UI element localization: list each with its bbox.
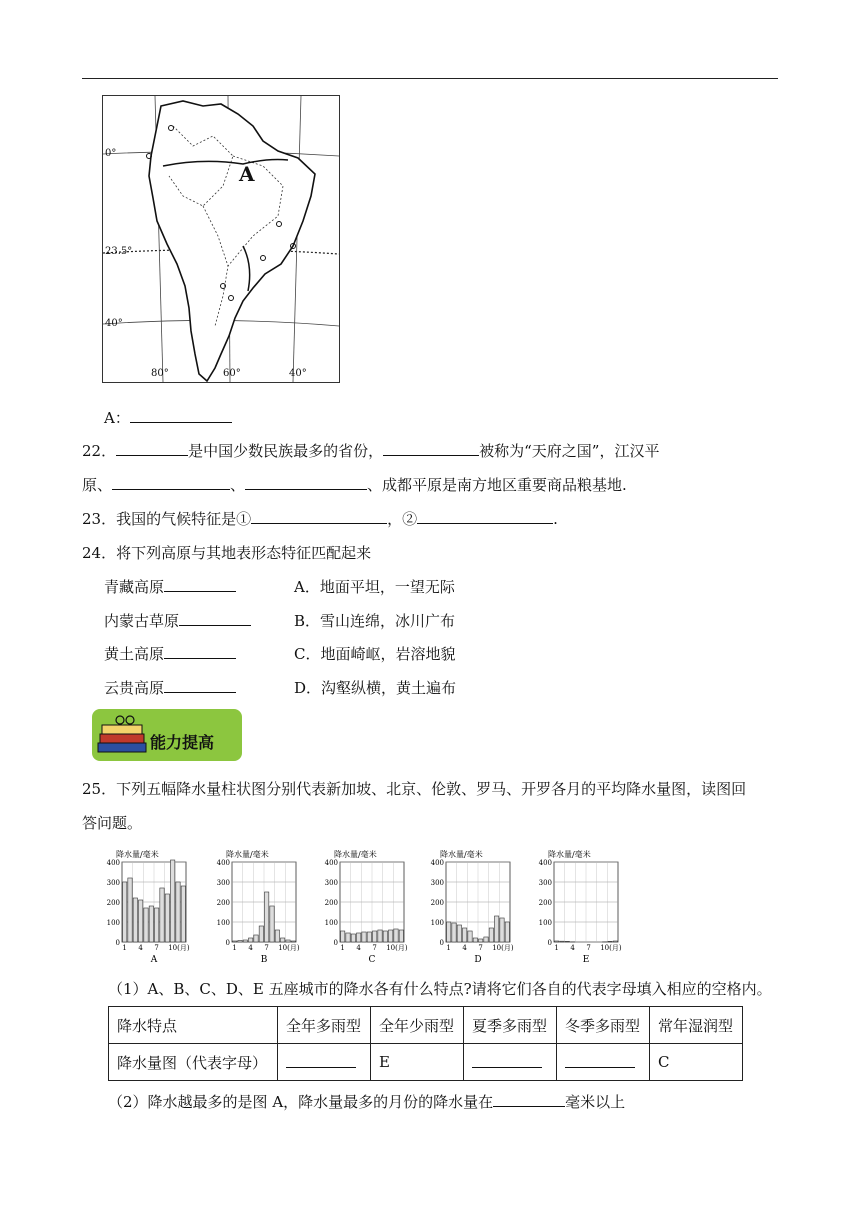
chart-ytick: 300 [216, 879, 230, 887]
q22-text-5: 、成都平原是南方地区重要商品粮基地. [367, 476, 627, 494]
lat-label-0: 0° [105, 148, 117, 159]
q25-line2: 答问题。 [82, 814, 143, 832]
chart-bar [484, 937, 488, 942]
chart-bar [243, 940, 247, 942]
chart-bar [254, 935, 258, 942]
chart-letter: A [150, 955, 158, 965]
chart-bar [165, 894, 169, 942]
q24-left-label: 青藏高原 [104, 578, 165, 596]
chart-ylabel: 降水量/毫米 [226, 850, 269, 859]
chart-bar [176, 882, 180, 942]
chart-ytick: 0 [115, 939, 120, 947]
q24-option-a: A．地面平坦，一望无际 [294, 578, 455, 596]
chart-xlabel: (月) [501, 944, 514, 952]
chart-ytick: 200 [106, 899, 120, 907]
q21-answer-line [104, 407, 232, 428]
chart-ytick: 300 [430, 879, 444, 887]
table-row [109, 1044, 743, 1081]
q23-blank-1[interactable] [251, 508, 387, 524]
chart-bar [181, 886, 185, 942]
q22-text-2: 被称为“天府之国”，江汉平 [479, 442, 660, 460]
q22-line1 [82, 440, 659, 461]
lat-label-23: 23.5° [105, 246, 133, 257]
chart-ytick: 200 [216, 899, 230, 907]
chart-ytick: 100 [106, 919, 120, 927]
chart-xtick: 1 [232, 944, 237, 952]
chart-letter: C [368, 955, 376, 965]
q25-sub2-blank[interactable] [493, 1091, 565, 1107]
chart-bar [265, 892, 269, 942]
chart-xtick: 1 [122, 944, 127, 952]
q23-sep: ，② [387, 510, 418, 528]
q24-left-label: 黄土高原 [104, 645, 165, 663]
chart-bar [500, 918, 504, 942]
chart-xtick: 10 [168, 944, 178, 952]
chart-bar [259, 926, 263, 942]
rain-chart-d [424, 848, 516, 966]
chart-bar [378, 930, 382, 942]
header-rule [82, 78, 778, 79]
chart-ylabel: 降水量/毫米 [548, 850, 591, 859]
chart-bar [291, 941, 295, 942]
chart-bar [373, 931, 377, 942]
chart-bar [238, 940, 242, 942]
table-cell: 全年少雨型 [371, 1007, 464, 1044]
q25-sub2 [108, 1091, 625, 1112]
q24-left-label: 云贵高原 [104, 679, 165, 697]
chart-ytick: 200 [430, 899, 444, 907]
chart-ytick: 100 [324, 919, 338, 927]
chart-bar [394, 929, 398, 942]
chart-ylabel: 降水量/毫米 [440, 850, 483, 859]
q24-title: 24．将下列高原与其地表形态特征匹配起来 [82, 544, 372, 562]
chart-xlabel: (月) [177, 944, 190, 952]
chart-bar [447, 922, 451, 942]
chart-bar [389, 930, 393, 942]
rain-chart-c [318, 848, 410, 966]
chart-xlabel: (月) [395, 944, 408, 952]
chart-xtick: 10 [600, 944, 610, 952]
chart-bar [479, 939, 483, 942]
q24-left-1 [104, 576, 236, 597]
chart-letter: E [582, 955, 590, 965]
lon-label-40: 40° [289, 368, 307, 379]
chart-ytick: 400 [216, 859, 230, 867]
chart-bar [565, 941, 569, 942]
chart-bar [171, 860, 175, 942]
table-cell: E [371, 1044, 464, 1081]
chart-ytick: 0 [333, 939, 338, 947]
rain-chart-b [210, 848, 302, 966]
chart-bar [560, 941, 564, 942]
q24-left-4 [104, 677, 236, 698]
chart-bar [357, 933, 361, 942]
chart-bar [286, 940, 290, 942]
table-row [109, 1007, 743, 1044]
chart-xtick: 1 [554, 944, 559, 952]
chart-bar [123, 882, 127, 942]
chart-bar [351, 934, 355, 942]
chart-ytick: 300 [106, 879, 120, 887]
q22-text-1: 是中国少数民族最多的省份， [188, 442, 384, 460]
chart-ytick: 200 [324, 899, 338, 907]
q22-text-4: 、 [230, 476, 246, 494]
chart-bar [362, 932, 366, 942]
chart-xtick: 7 [154, 944, 159, 952]
chart-xtick: 10 [386, 944, 396, 952]
q23-end: . [553, 510, 558, 528]
chart-ytick: 100 [538, 919, 552, 927]
chart-xtick: 10 [492, 944, 502, 952]
q25-sub1: （1）A、B、C、D、E 五座城市的降水各有什么特点?请将它们各自的代表字母填入相应的空格内。 [108, 980, 772, 998]
chart-bar [270, 906, 274, 942]
lon-label-80: 80° [151, 368, 169, 379]
q25-line1: 25．下列五幅降水量柱状图分别代表新加坡、北京、伦敦、罗马、开罗各月的平均降水量图，读图回 [82, 780, 747, 798]
chart-ytick: 400 [430, 859, 444, 867]
chart-xtick: 4 [462, 944, 467, 952]
q24-left-blank[interactable] [164, 677, 236, 693]
rain-chart-e [532, 848, 624, 966]
chart-ytick: 200 [538, 899, 552, 907]
chart-ytick: 400 [106, 859, 120, 867]
chart-bar [249, 938, 253, 942]
chart-xtick: 4 [356, 944, 361, 952]
table-cell: 降水特点 [109, 1007, 278, 1044]
chart-ytick: 0 [439, 939, 444, 947]
chart-xlabel: (月) [609, 944, 622, 952]
q23-line [82, 508, 558, 529]
chart-bar [341, 931, 345, 942]
q25-sub2-pre: （2）降水越最多的是图 A，降水量最多的月份的降水量在 [108, 1093, 494, 1111]
chart-bar [489, 928, 493, 942]
chart-bar [457, 925, 461, 942]
table-blank[interactable] [286, 1052, 356, 1068]
table-cell-answer[interactable] [278, 1044, 371, 1081]
chart-ylabel: 降水量/毫米 [116, 850, 159, 859]
lon-label-60: 60° [223, 368, 241, 379]
chart-bar [149, 906, 153, 942]
chart-bar [128, 878, 132, 942]
q22-line2 [82, 474, 627, 495]
chart-bar [463, 928, 467, 942]
chart-bar [473, 938, 477, 942]
chart-xtick: 7 [372, 944, 377, 952]
q24-option-c: C．地面崎岖，岩溶地貌 [294, 645, 456, 663]
chart-bar [144, 908, 148, 942]
chart-bar [133, 898, 137, 942]
lat-label-40: 40° [105, 318, 123, 329]
q25-sub2-post: 毫米以上 [565, 1093, 626, 1111]
q23-text: 23．我国的气候特征是① [82, 510, 252, 528]
chart-ylabel: 降水量/毫米 [334, 850, 377, 859]
table-cell-answer[interactable] [464, 1044, 557, 1081]
chart-ytick: 300 [324, 879, 338, 887]
chart-xtick: 10 [278, 944, 288, 952]
q24-option-d: D．沟壑纵横，黄土遍布 [294, 679, 457, 697]
q24-left-label: 内蒙古草原 [104, 612, 180, 630]
chart-ytick: 100 [216, 919, 230, 927]
table-cell: 夏季多雨型 [464, 1007, 557, 1044]
chart-bar [160, 888, 164, 942]
q22-number: 22． [82, 442, 117, 460]
chart-ytick: 0 [547, 939, 552, 947]
chart-xtick: 4 [138, 944, 143, 952]
chart-bar [233, 941, 237, 942]
chart-ytick: 300 [538, 879, 552, 887]
table-cell: 全年多雨型 [278, 1007, 371, 1044]
rain-type-table [108, 1006, 743, 1081]
chart-bar [155, 908, 159, 942]
chart-ytick: 400 [538, 859, 552, 867]
map-label-a: A [239, 162, 255, 186]
table-cell: C [650, 1044, 743, 1081]
chart-ytick: 100 [430, 919, 444, 927]
chart-xtick: 1 [340, 944, 345, 952]
table-blank[interactable] [565, 1052, 635, 1068]
chart-bar [275, 930, 279, 942]
chart-bar [608, 941, 612, 942]
q24-option-b: B．雪山连绵，冰川广布 [294, 612, 456, 630]
chart-xtick: 7 [478, 944, 483, 952]
chart-xtick: 7 [586, 944, 591, 952]
q24-left-blank[interactable] [179, 610, 251, 626]
q23-blank-2[interactable] [417, 508, 553, 524]
table-blank[interactable] [472, 1052, 542, 1068]
chart-bar [346, 933, 350, 942]
chart-ytick: 0 [225, 939, 230, 947]
q22-blank-3[interactable] [112, 474, 230, 490]
q24-left-3 [104, 643, 236, 664]
q24-left-blank[interactable] [164, 576, 236, 592]
chart-bar [452, 923, 456, 942]
rain-chart-a [100, 848, 192, 966]
chart-bar [383, 931, 387, 942]
south-america-map [102, 95, 340, 383]
q22-blank-4[interactable] [245, 474, 367, 490]
chart-letter: B [260, 955, 268, 965]
chart-xtick: 7 [264, 944, 269, 952]
books-icon [92, 709, 152, 761]
chart-letter: D [474, 955, 482, 965]
chart-bar [505, 922, 509, 942]
table-cell: 冬季多雨型 [557, 1007, 650, 1044]
chart-xlabel: (月) [287, 944, 300, 952]
q22-blank-2[interactable] [383, 440, 479, 456]
table-cell: 降水量图（代表字母） [109, 1044, 278, 1081]
q21-blank[interactable] [130, 407, 232, 423]
q22-blank-1[interactable] [116, 440, 188, 456]
chart-bar [613, 941, 617, 942]
chart-ytick: 400 [324, 859, 338, 867]
q21-prefix: A： [104, 409, 130, 427]
chart-bar [468, 931, 472, 942]
chart-xtick: 1 [446, 944, 451, 952]
chart-bar [139, 900, 143, 942]
q22-text-3: 原、 [82, 476, 113, 494]
chart-bar [367, 932, 371, 942]
chart-bar [399, 930, 403, 942]
chart-bar [281, 938, 285, 942]
table-cell-answer[interactable] [557, 1044, 650, 1081]
chart-xtick: 4 [570, 944, 575, 952]
q24-left-blank[interactable] [164, 643, 236, 659]
q24-left-2 [104, 610, 251, 631]
table-cell: 常年湿润型 [650, 1007, 743, 1044]
ability-badge-text: 能力提高 [150, 733, 215, 752]
chart-bar [555, 941, 559, 942]
map-graphic [103, 96, 339, 382]
chart-xtick: 4 [248, 944, 253, 952]
chart-bar [495, 916, 499, 942]
